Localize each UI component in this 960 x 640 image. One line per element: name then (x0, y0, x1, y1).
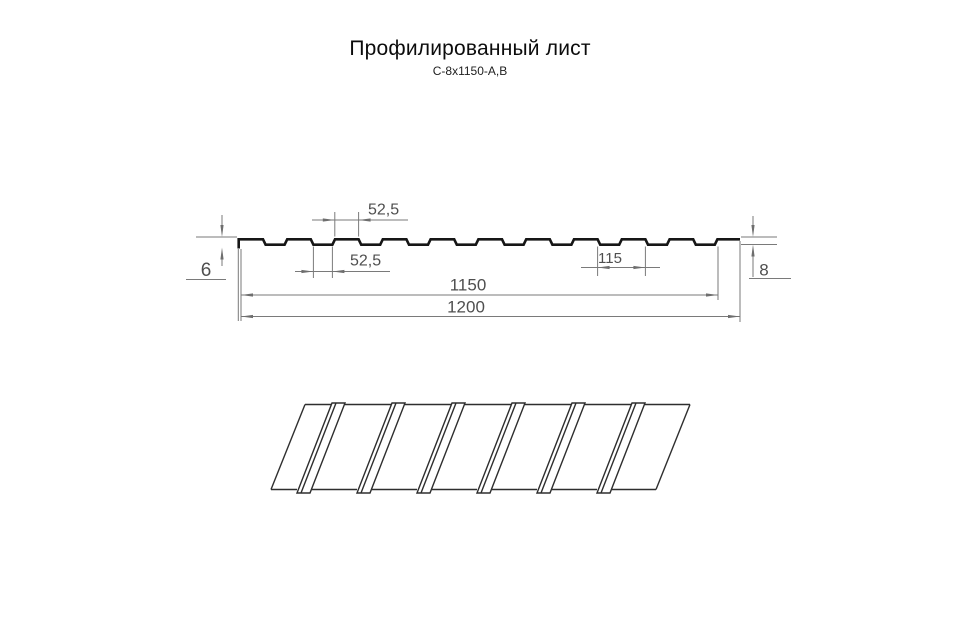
rib-inner-line (541, 403, 576, 493)
dim-profile-height (741, 216, 791, 280)
rib-inner-line (361, 403, 396, 493)
drawing-subtitle: С-8х1150-А,В (432, 64, 508, 78)
rib-inner-line (481, 403, 516, 493)
dim-rib-pitch-label: 115 (598, 250, 622, 267)
dim-top-flange (312, 202, 408, 237)
dim-bottom-flange (295, 247, 390, 279)
dim-left-edge-height (186, 215, 237, 281)
perspective-view (271, 403, 690, 493)
drawing-title: Профилированный лист (349, 37, 591, 60)
rib-strip (297, 403, 345, 493)
dim-profile-height-label: 8 (759, 260, 769, 280)
arrowhead (706, 293, 718, 296)
rib-strip (357, 403, 405, 493)
dim-overall-width (241, 241, 740, 322)
arrowhead (728, 315, 740, 318)
arrowhead (751, 245, 754, 257)
cross-section-view (186, 202, 791, 323)
rib-inner-line (601, 403, 636, 493)
arrowhead (220, 225, 223, 237)
rib-strip (417, 403, 465, 493)
rib-inner-line (421, 403, 456, 493)
dim-top-flange-label: 52,5 (368, 201, 400, 219)
arrowhead (301, 270, 313, 273)
rib-strip (477, 403, 525, 493)
rib-strip (537, 403, 585, 493)
arrowhead (323, 218, 335, 221)
rib-strips (297, 403, 645, 493)
dim-overall-width-label: 1200 (447, 297, 485, 317)
arrowhead (220, 248, 223, 260)
arrowhead (332, 270, 344, 273)
dim-bottom-flange-label: 52,5 (350, 252, 382, 270)
arrowhead (633, 266, 645, 269)
rib-inner-line (301, 403, 336, 493)
arrowhead (241, 293, 253, 296)
arrowhead (359, 218, 371, 221)
sheet-edge (271, 405, 305, 490)
arrowhead (241, 315, 253, 318)
dim-left-edge-label: 6 (200, 260, 212, 281)
sheet-edge (656, 405, 690, 490)
arrowhead (751, 225, 754, 237)
dim-rib-pitch (581, 247, 660, 277)
dim-working-width-label: 1150 (449, 275, 487, 295)
rib-strip (597, 403, 645, 493)
